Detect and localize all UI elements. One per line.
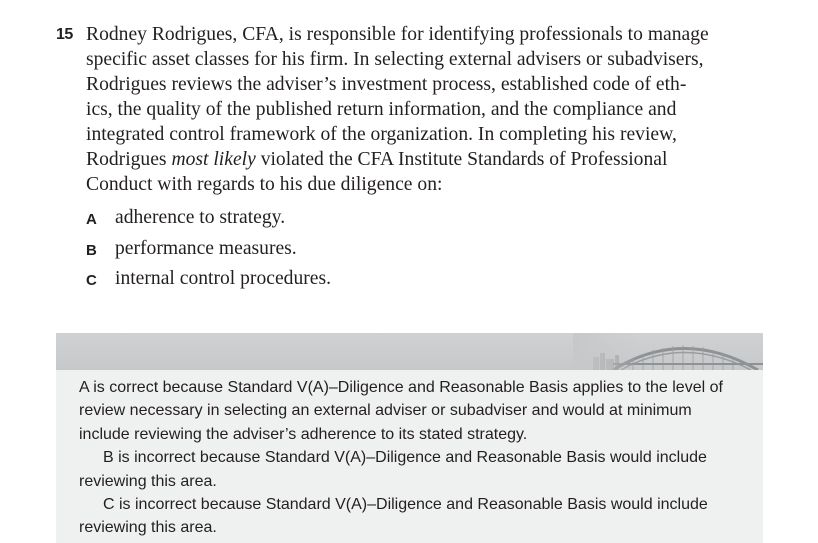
stem-line: Rodney Rodrigues, CFA, is responsible for identifying professionals to manage [86, 24, 709, 45]
solution-line: A is correct because Standard V(A)–Diligence and Reasonable Basis applies to the level of [79, 379, 723, 396]
option-a [86, 205, 686, 236]
answer-options [86, 205, 686, 297]
option-text: performance measures. [115, 237, 297, 259]
solution-line: review necessary in selecting an external adviser or subadviser and would at minimum [79, 402, 692, 420]
question-stem [86, 22, 796, 197]
stem-line: specific asset classes for his firm. In selecting external advisers or subadvisers, [86, 49, 704, 70]
option-b [86, 236, 686, 267]
option-text: internal control procedures. [115, 268, 331, 289]
option-text: adherence to strategy. [115, 207, 286, 228]
solution-line: reviewing this area. [79, 472, 217, 490]
stem-line: integrated control framework of the organization. In completing his review, [86, 124, 677, 145]
option-c [86, 266, 686, 297]
stem-line: Rodrigues reviews the adviser’s investment process, established code of eth- [86, 74, 687, 95]
solution-line: C is incorrect because Standard V(A)–Diligence and Reasonable Basis would include [103, 496, 708, 514]
bridge-skyline-icon [573, 333, 763, 370]
question-number: 15 [56, 26, 73, 43]
solution-text [79, 376, 759, 540]
stem-text: violated the CFA Institute Standards of Professional [255, 149, 668, 170]
stem-text: Rodrigues [86, 149, 172, 170]
stem-line [86, 147, 796, 172]
stem-emphasis: most likely [171, 149, 256, 170]
option-letter: A [86, 211, 97, 228]
solution-box [56, 370, 763, 543]
solution-line: reviewing this area. [79, 519, 217, 537]
solution-line: B is incorrect because Standard V(A)–Diligence and Reasonable Basis would include [103, 449, 707, 467]
option-letter: B [86, 241, 97, 259]
solution-header-band [56, 333, 763, 370]
option-letter: C [86, 272, 97, 289]
solution-line: include reviewing the adviser’s adherence to its stated strategy. [79, 425, 528, 443]
stem-line: Conduct with regards to his due diligence on: [86, 174, 443, 195]
stem-line: ics, the quality of the published return information, and the compliance and [86, 99, 677, 120]
